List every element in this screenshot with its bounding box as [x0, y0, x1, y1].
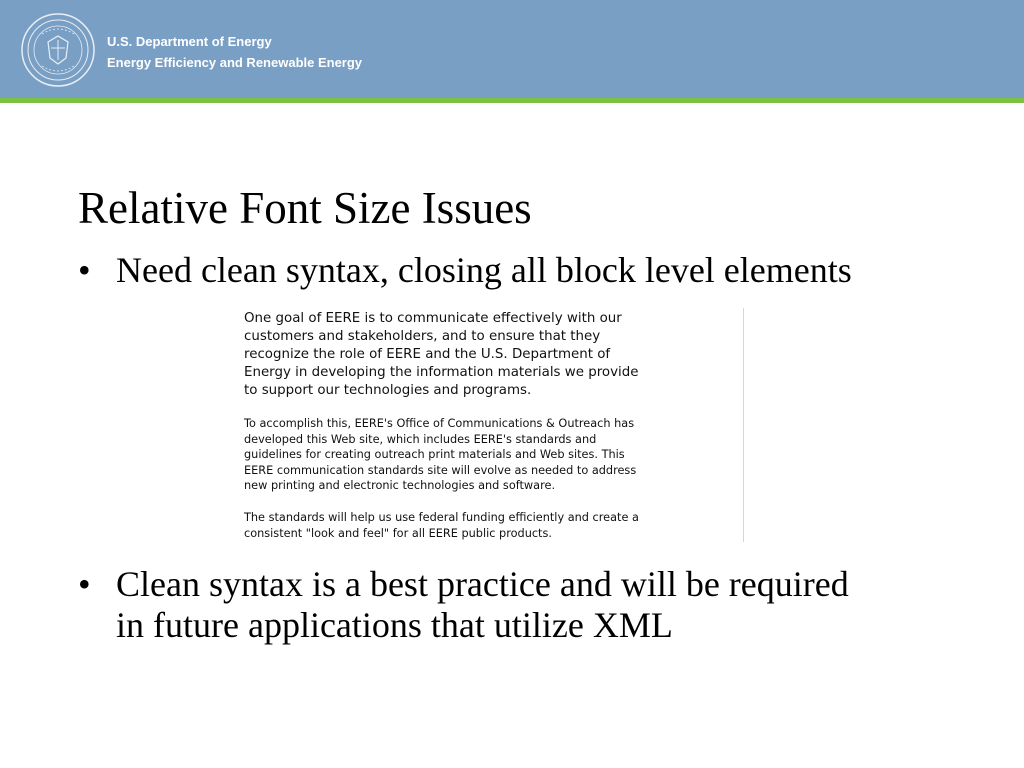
office-name: Energy Efficiency and Renewable Energy — [107, 55, 363, 70]
screenshot-paragraph: To accomplish this, EERE's Office of Communications & Outreach has developed this Web site, which includes EERE's standards and guidelines for creating outreach print materials and Web sites. This EERE communication standards site will evolve as needed to address new printing and electronic technologies and software. — [244, 417, 637, 492]
bullet-text: Clean syntax is a best practice and will be required — [116, 564, 849, 604]
slide-title: Relative Font Size Issues — [78, 183, 532, 233]
bullet-text: Need clean syntax, closing all block level elements — [116, 250, 852, 290]
doe-seal-icon — [20, 12, 96, 88]
agency-name: U.S. Department of Energy — [107, 34, 272, 49]
screenshot-paragraph: One goal of EERE is to communicate effectively with our customers and stakeholders, and to ensure that they recognize the role of EERE and the U.S. Department of Energy in developing the information materials we provide to support our technologies and programs. — [244, 311, 639, 398]
header-banner — [0, 0, 1024, 98]
embedded-screenshot — [238, 308, 744, 542]
header-rule — [0, 98, 1024, 103]
bullet-dot: • — [78, 250, 91, 290]
bullet-text: in future applications that utilize XML — [116, 605, 673, 645]
screenshot-paragraph: The standards will help us use federal funding efficiently and create a consistent "look and feel" for all EERE public products. — [244, 511, 639, 540]
bullet-dot: • — [78, 564, 91, 604]
